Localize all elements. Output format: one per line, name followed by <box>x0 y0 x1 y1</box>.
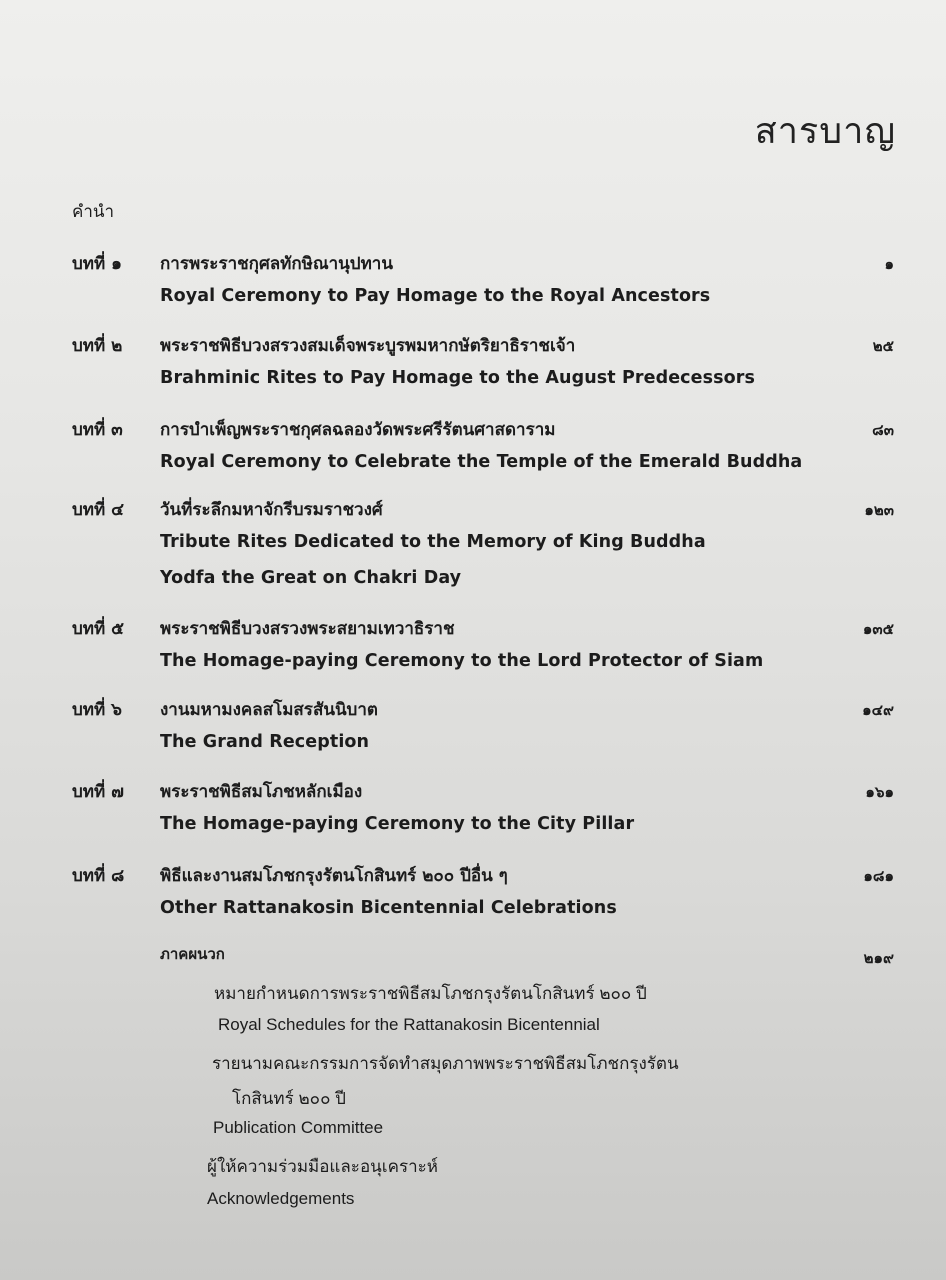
chapter-page-number: ๑๒๓ <box>864 501 894 519</box>
appendix-item-acknowledgements: Acknowledgements <box>207 1189 355 1208</box>
chapter-page-number: ๑ <box>884 255 894 273</box>
chapter-thai-title: การบำเพ็ญพระราชกุศลฉลองวัดพระศรีรัตนศาสดาราม <box>160 420 556 440</box>
chapter-label: บทที่ ๕ <box>72 619 124 639</box>
appendix-page-number: ๒๑๙ <box>863 949 894 967</box>
appendix-title: ภาคผนวก <box>160 945 225 963</box>
chapter-english-title: The Homage-paying Ceremony to the City Pillar <box>160 814 635 834</box>
chapter-thai-title: งานมหามงคลสโมสรสันนิบาต <box>160 700 378 720</box>
chapter-label: บทที่ ๑ <box>72 254 122 274</box>
chapter-english-title: The Homage-paying Ceremony to the Lord Protector of Siam <box>160 651 764 671</box>
appendix-item-acknowledgements-thai: ผู้ให้ความร่วมมือและอนุเคราะห์ <box>207 1157 438 1176</box>
chapter-english-title: Other Rattanakosin Bicentennial Celebrations <box>160 898 617 918</box>
chapter-page-number: ๑๘๑ <box>863 867 894 885</box>
chapter-thai-title: พระราชพิธีสมโภชหลักเมือง <box>160 782 363 802</box>
chapter-english-title-line-2: Yodfa the Great on Chakri Day <box>160 568 462 588</box>
chapter-label: บทที่ ๒ <box>72 336 123 356</box>
chapter-english-title: Brahminic Rites to Pay Homage to the August Predecessors <box>160 368 756 388</box>
toc-preface: คำนำ <box>72 202 115 222</box>
appendix-item-committee-thai-line-2: โกสินทร์ ๒๐๐ ปี <box>232 1089 346 1108</box>
chapter-label: บทที่ ๔ <box>72 500 124 520</box>
chapter-page-number: ๑๓๕ <box>862 620 894 638</box>
chapter-english-title: Royal Ceremony to Pay Homage to the Royal Ancestors <box>160 286 711 306</box>
appendix-item-publication-committee: Publication Committee <box>213 1118 384 1137</box>
chapter-english-title: Royal Ceremony to Celebrate the Temple of the Emerald Buddha <box>160 452 803 472</box>
chapter-thai-title: วันที่ระลึกมหาจักรีบรมราชวงศ์ <box>160 500 383 520</box>
chapter-thai-title: พระราชพิธีบวงสรวงสมเด็จพระบูรพมหากษัตริยาธิราชเจ้า <box>160 336 576 356</box>
chapter-page-number: ๒๕ <box>872 337 894 355</box>
chapter-page-number: ๘๓ <box>872 421 894 439</box>
chapter-label: บทที่ ๗ <box>72 782 124 802</box>
appendix-item-royal-schedules-thai: หมายกำหนดการพระราชพิธีสมโภชกรุงรัตนโกสินทร์ ๒๐๐ ปี <box>214 984 647 1003</box>
chapter-english-title-line-1: Tribute Rites Dedicated to the Memory of King Buddha <box>160 532 706 552</box>
chapter-thai-title: พระราชพิธีบวงสรวงพระสยามเทวาธิราช <box>160 619 455 639</box>
chapter-label: บทที่ ๓ <box>72 420 123 440</box>
chapter-english-title: The Grand Reception <box>160 732 370 752</box>
chapter-label: บทที่ ๘ <box>72 866 125 886</box>
chapter-thai-title: พิธีและงานสมโภชกรุงรัตนโกสินทร์ ๒๐๐ ปีอื่น ๆ <box>160 866 508 886</box>
chapter-page-number: ๑๔๙ <box>862 701 894 719</box>
appendix-item-committee-thai-line-1: รายนามคณะกรรมการจัดทำสมุดภาพพระราชพิธีสมโภชกรุงรัตน <box>212 1054 679 1073</box>
appendix-item-royal-schedules-english: Royal Schedules for the Rattanakosin Bicentennial <box>218 1015 600 1034</box>
page-title: สารบาญ <box>754 111 896 152</box>
chapter-page-number: ๑๖๑ <box>865 783 894 801</box>
chapter-label: บทที่ ๖ <box>72 700 122 720</box>
chapter-thai-title: การพระราชกุศลทักษิณานุปทาน <box>160 254 393 274</box>
